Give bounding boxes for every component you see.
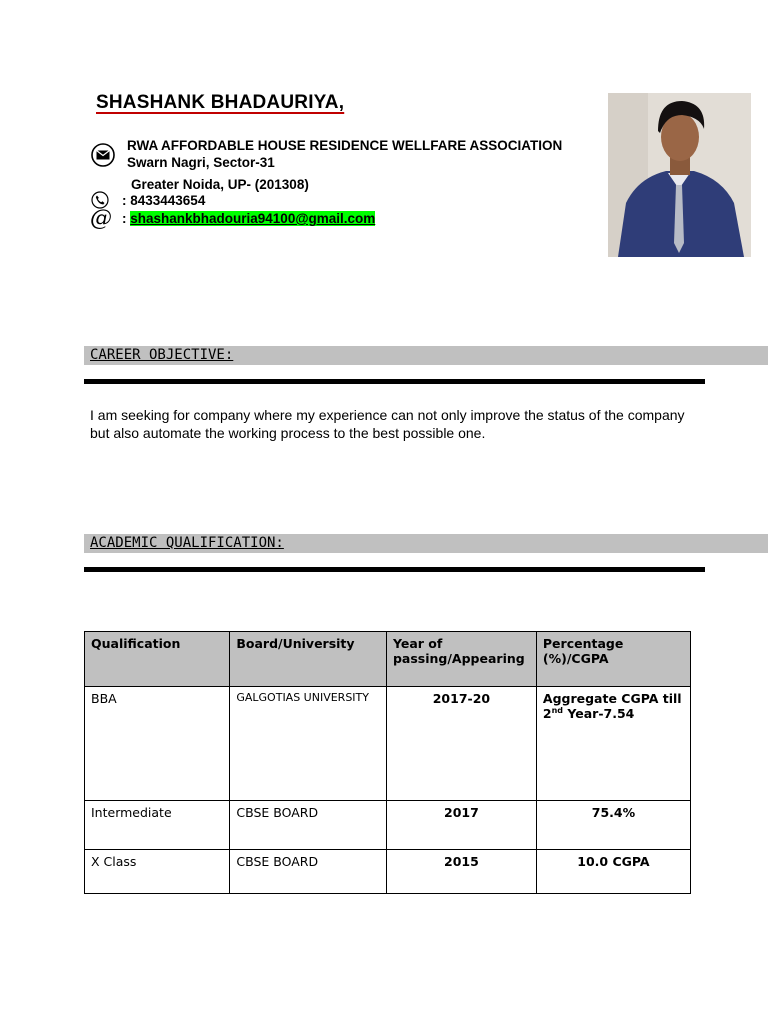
year-cell: 2015 — [386, 850, 536, 894]
table-header: Board/University — [230, 632, 387, 687]
career-objective-title: CAREER OBJECTIVE: — [90, 347, 234, 363]
career-objective-text: I am seeking for company where my experience can not only improve the status of the company but also automate the working process to the best possible one. — [90, 407, 685, 441]
section-divider — [84, 379, 705, 384]
academic-qualification-title: ACADEMIC QUALIFICATION: — [90, 535, 284, 551]
table-row — [85, 687, 691, 801]
table-header: Qualification — [85, 632, 230, 687]
section-divider — [84, 567, 705, 572]
profile-photo — [608, 93, 751, 257]
address-line-3: Greater Noida, UP- (201308) — [131, 177, 309, 192]
address-line-1: RWA AFFORDABLE HOUSE RESIDENCE WELLFARE ASSOCIATION — [127, 138, 563, 153]
year-cell: 2017-20 — [386, 687, 536, 801]
table-header: Percentage (%)/CGPA — [536, 632, 690, 687]
score-text: Aggregate CGPA till 2 — [542, 691, 682, 722]
address-line-2: Swarn Nagri, Sector-31 — [127, 155, 275, 170]
qualification-cell: Intermediate — [85, 801, 230, 850]
year-cell: 2017 — [386, 801, 536, 850]
phone-number: : 8433443654 — [122, 193, 206, 208]
score-text-end: Year-7.54 — [563, 706, 635, 722]
table-row — [85, 850, 691, 894]
table-row — [85, 801, 691, 850]
career-objective-header — [84, 346, 768, 365]
score-cell: 10.0 CGPA — [536, 850, 690, 894]
email-prefix: : — [122, 211, 131, 226]
score-cell — [536, 687, 690, 801]
board-cell: CBSE BOARD — [230, 801, 387, 850]
board-cell: GALGOTIAS UNIVERSITY — [230, 687, 387, 801]
board-cell: CBSE BOARD — [230, 850, 387, 894]
candidate-name: SHASHANK BHADAURIYA, — [96, 92, 345, 113]
email-link[interactable]: shashankbhadouria94100@gmail.com — [130, 211, 376, 226]
score-superscript: nd — [551, 706, 564, 715]
qualifications-table — [84, 631, 691, 894]
score-cell: 75.4% — [536, 801, 690, 850]
table-header-row — [85, 632, 691, 687]
academic-qualification-header — [84, 534, 768, 553]
qualification-cell: X Class — [85, 850, 230, 894]
email-line — [122, 210, 375, 227]
envelope-icon — [91, 143, 115, 167]
qualification-cell: BBA — [85, 687, 230, 801]
table-header: Year of passing/Appearing — [386, 632, 536, 687]
at-sign-icon: @ — [90, 206, 112, 231]
